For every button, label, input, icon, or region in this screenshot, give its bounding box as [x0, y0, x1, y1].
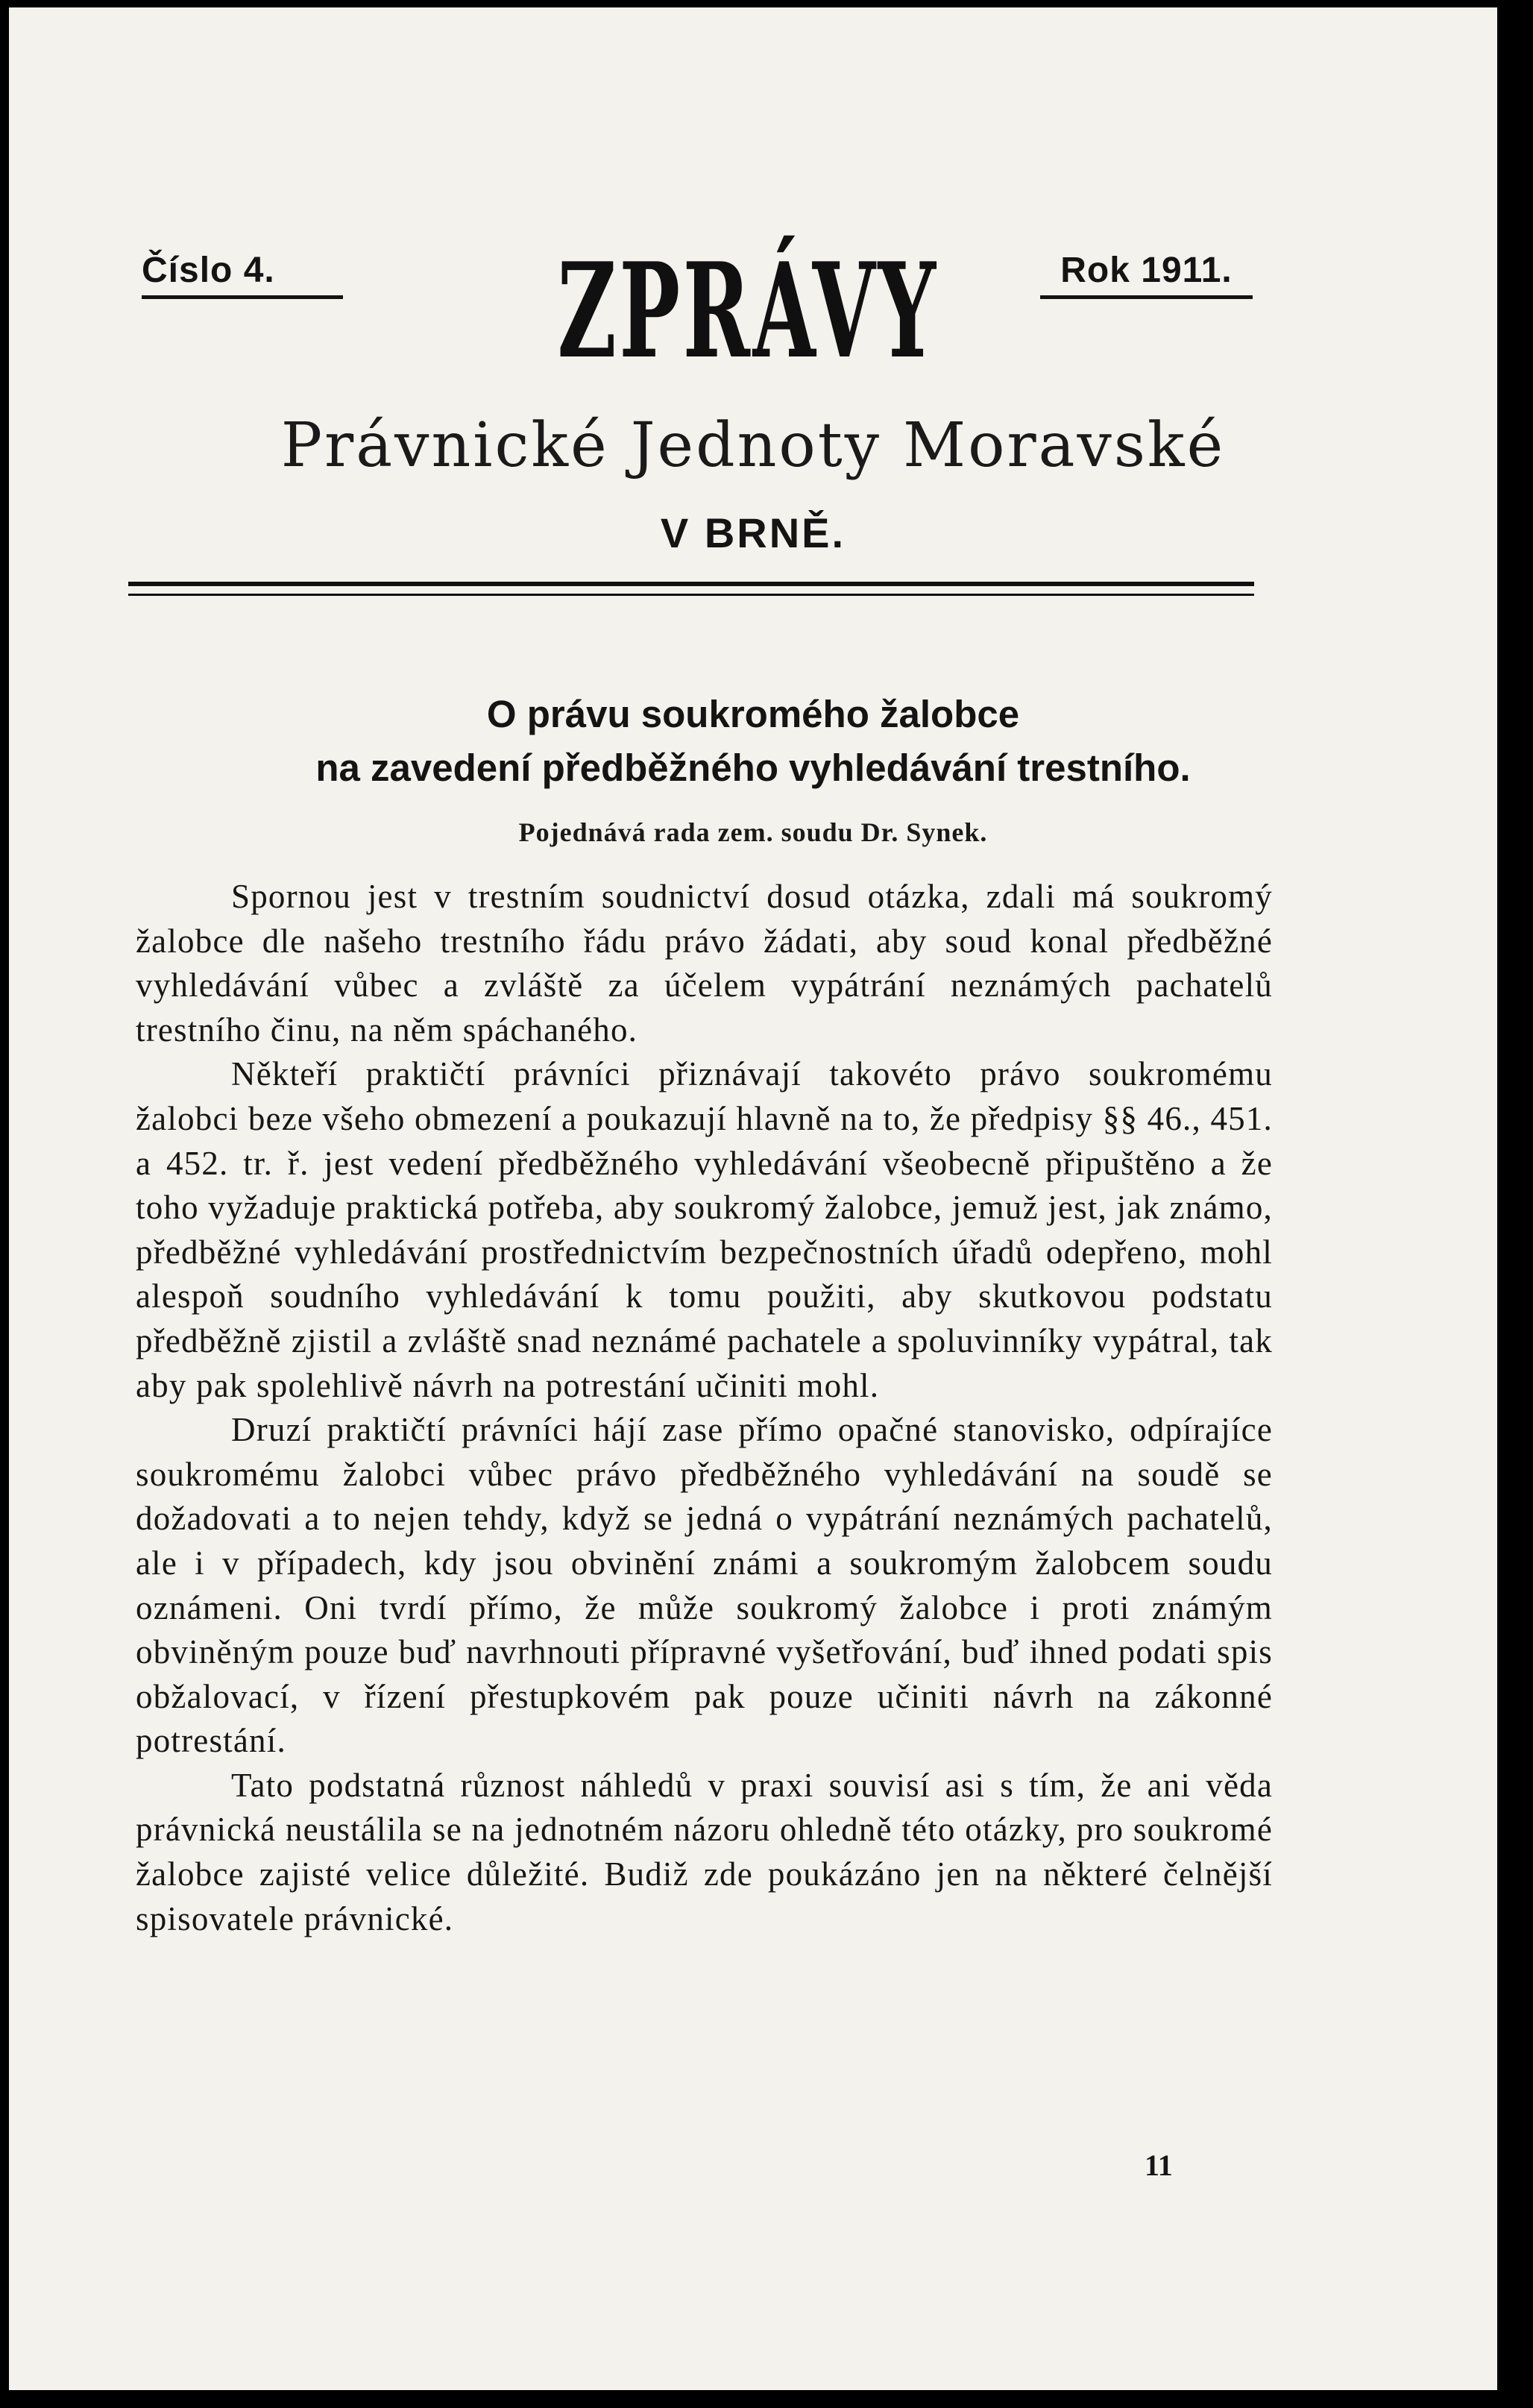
header-rule-thin	[128, 594, 1254, 596]
page-number: 11	[1145, 2148, 1173, 2182]
paragraph: Tato podstatná různost náhledů v praxi souvisí asi s tím, že ani věda právnická neustálila se na jednotném názoru ohledně této otázky, pro soukromé žalobce zajisté velice důležité. Budiž zde poukázáno jen na některé čelnější spisovatele právnické.	[136, 1766, 1273, 1937]
document-page	[9, 7, 1497, 2390]
article-title-line-2: na zavedení předběžného vyhledávání trestního.	[315, 746, 1191, 789]
article-byline: Pojednává rada zem. soudu Dr. Synek.	[518, 817, 988, 847]
journal-title: ZPRÁVY	[557, 235, 939, 388]
paragraph: Druzí praktičtí právníci hájí zase přímo opačné stanovisko, odpírajíce soukromému žalobci vůbec právo předběžného vyhledávání na soudě se dožadovati a to nejen tehdy, když se jedná o vypátrání neznámých pachatelů, ale i v případech, kdy jsou obvinění známi a soukromým žalobcem soudu oznámeni. Oni tvrdí přímo, že může soukromý žalobce i proti známým obviněným pouze buď navrhnouti přípravné vyšetřování, buď ihned podati spis obžalovací, v řízení přestupkovém pak pouze učiniti návrh na zákonné potrestání.	[136, 1411, 1273, 1760]
paragraph: Někteří praktičtí právníci přiznávají takovéto právo soukromému žalobci beze všeho obmezení a poukazují hlavně na to, že předpisy §§ 46., 451. a 452. tr. ř. jest vedení předběžného vyhledávání všeobecně připuštěno a že toho vyžaduje praktická potřeba, aby soukromý žalobce, jemuž jest, jak známo, předběžné vyhledávání prostřednictvím bezpečnostních úřadů odepřeno, mohl alespoň soudního vyhledávání k tomu použiti, aby skutkovou podstatu předběžně zjistil a zvláště snad neznámé pachatele a spoluvinníky vypátral, tak aby pak spolehlivě návrh na potrestání učiniti mohl.	[136, 1055, 1273, 1404]
issue-number: Číslo 4.	[142, 250, 343, 299]
header-rule-thick	[128, 582, 1254, 586]
publication-city: V BRNĚ.	[660, 509, 846, 556]
journal-subtitle: Právnické Jednoty Moravské	[280, 410, 1226, 481]
article-title-line-1: O právu soukromého žalobce	[486, 693, 1020, 735]
publication-year: Rok 1911.	[1040, 250, 1253, 299]
article-body	[136, 875, 1273, 1941]
paragraph: Spornou jest v trestním soudnictví dosud otázka, zdali má soukromý žalobce dle našeho trestního řádu právo žádati, aby soud konal předběžné vyhledávání vůbec a zvláště za účelem vypátrání neznámých pachatelů trestního činu, na něm spáchaného.	[136, 878, 1273, 1049]
